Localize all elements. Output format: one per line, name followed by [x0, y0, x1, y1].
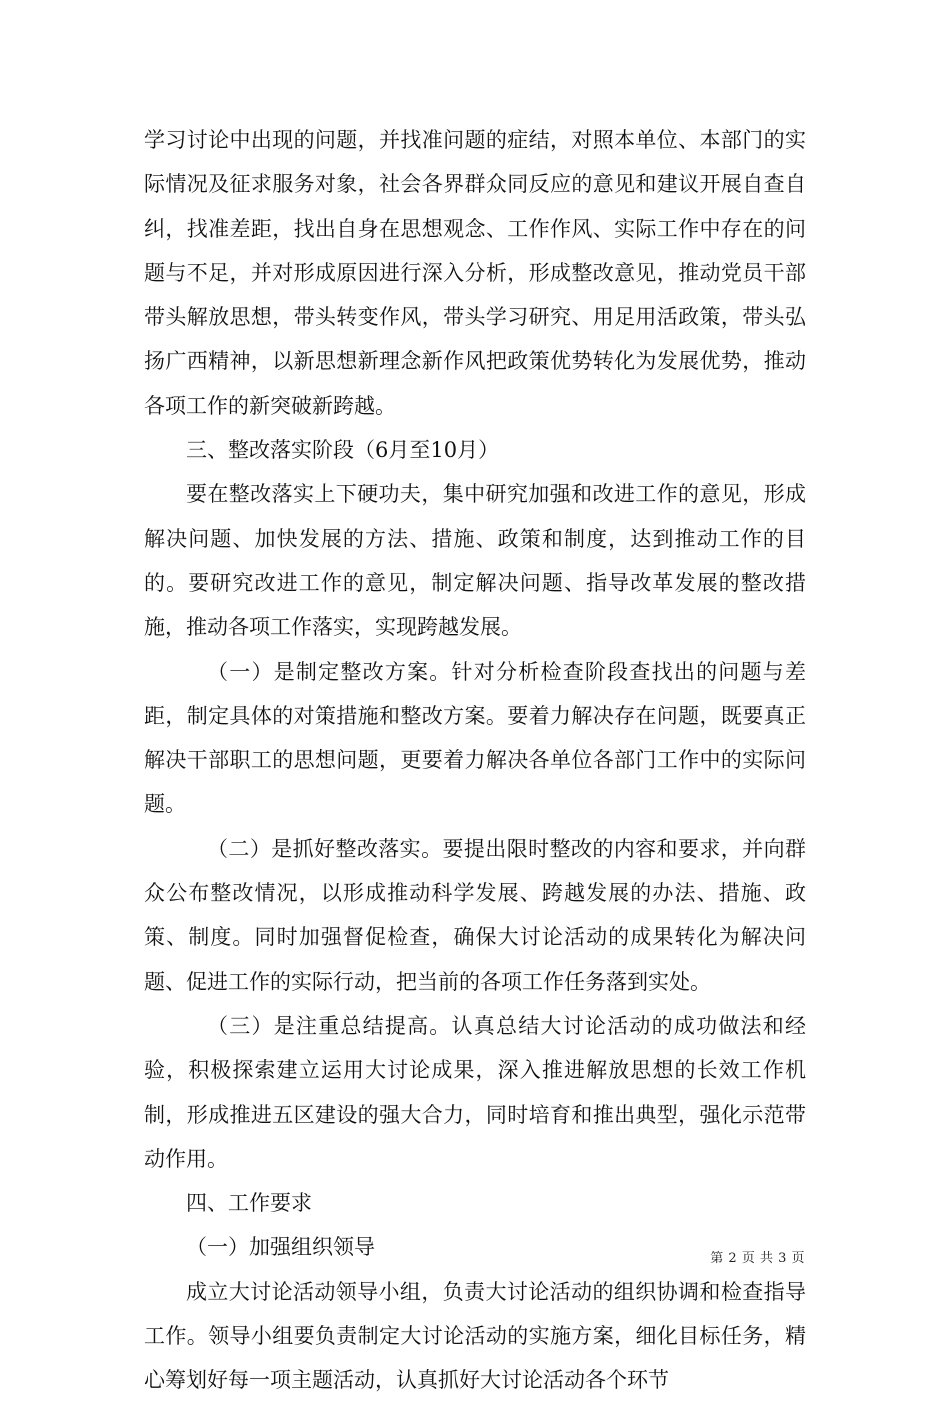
section-heading-work-requirements: 四、工作要求	[186, 1191, 312, 1216]
document-body	[144, 118, 806, 1403]
paragraph-rectification-plan: （一）是制定整改方案。针对分析检查阶段查找出的问题与差距，制定具体的对策措施和整改方案。要着力解决存在问题，既要真正解决干部职工的思想问题，更要着力解决各单位各部门工作中的实际问题。	[144, 659, 806, 817]
paragraph-rectification-implementation: （二）是抓好整改落实。要提出限时整改的内容和要求，并向群众公布整改情况，以形成推动科学发展、跨越发展的办法、措施、政策、制度。同时加强督促检查，确保大讨论活动的成果转化为解决问题、促进工作的实际行动，把当前的各项工作任务落到实处。	[144, 836, 806, 994]
paragraph-self-check-continuation: 学习讨论中出现的问题，并找准问题的症结，对照本单位、本部门的实际情况及征求服务对象，社会各界群众同反应的意见和建议开展自查自纠，找准差距，找出自身在思想观念、工作作风、实际工作中存在的问题与不足，并对形成原因进行深入分析，形成整改意见，推动党员干部带头解放思想，带头转变作风，带头学习研究、用足用活政策，带头弘扬广西精神，以新思想新理念新作风把政策优势转化为发展优势，推动各项工作的新突破新跨越。	[144, 128, 806, 418]
subheading-strengthen-leadership: （一）加强组织领导	[186, 1235, 375, 1260]
paragraph-rectification-intro: 要在整改落实上下硬功夫，集中研究加强和改进工作的意见，形成解决问题、加快发展的方法、措施、政策和制度，达到推动工作的目的。要研究改进工作的意见，制定解决问题、指导改革发展的整改措施，推动各项工作落实，实现跨越发展。	[144, 482, 806, 640]
paragraph-leadership-group: 成立大讨论活动领导小组，负责大讨论活动的组织协调和检查指导工作。领导小组要负责制定大讨论活动的实施方案，细化目标任务，精心筹划好每一项主题活动，认真抓好大讨论活动各个环节	[144, 1279, 806, 1393]
page-number-footer: 第 2 页 共 3 页	[710, 1251, 805, 1266]
paragraph-summary-improvement: （三）是注重总结提高。认真总结大讨论活动的成功做法和经验，积极探索建立运用大讨论成果，深入推进解放思想的长效工作机制，形成推进五区建设的强大合力，同时培育和推出典型，强化示范带动作用。	[144, 1013, 806, 1171]
section-heading-rectification-stage: 三、整改落实阶段（6月至10月）	[186, 438, 500, 463]
